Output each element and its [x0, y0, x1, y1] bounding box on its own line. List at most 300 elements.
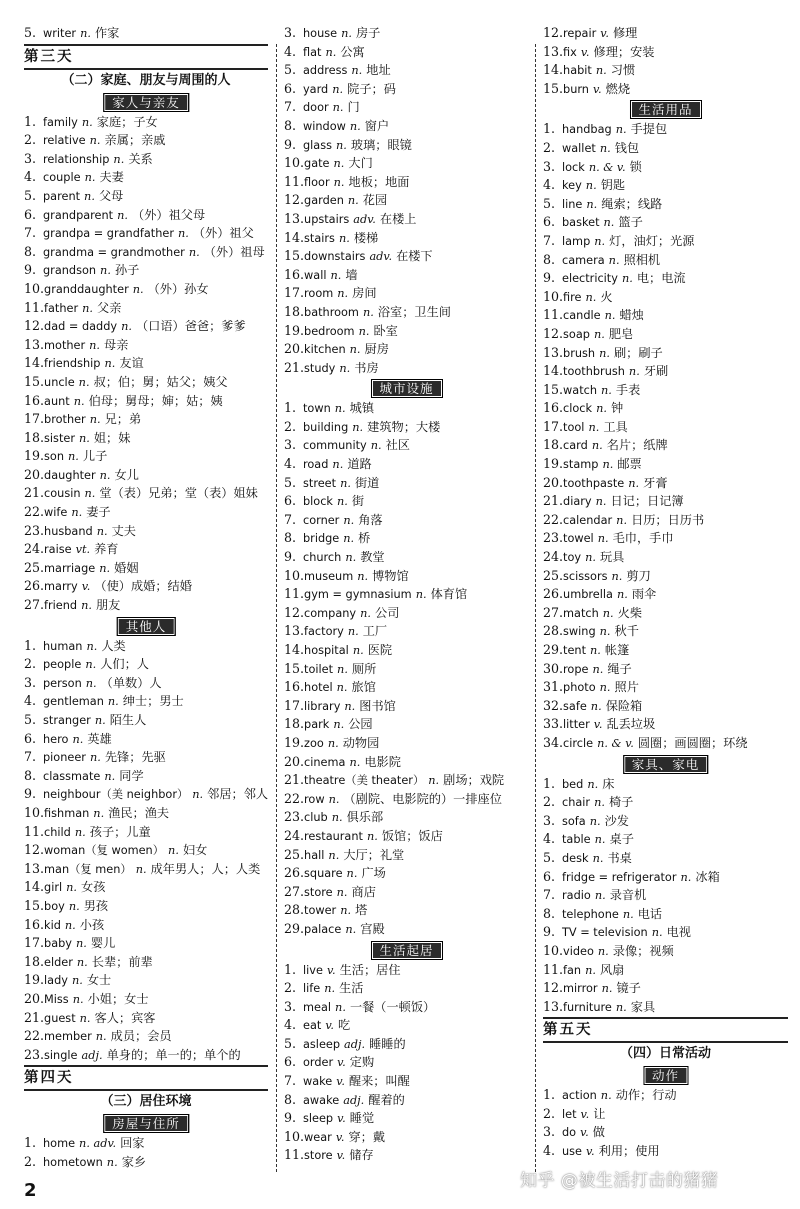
english-word: radio — [562, 889, 591, 903]
english-word: bathroom — [304, 305, 359, 319]
part-of-speech: n. — [66, 881, 78, 895]
chinese-meaning: 英雄 — [87, 731, 112, 746]
english-word: action — [562, 1089, 597, 1103]
entry-number: 13. — [284, 623, 305, 639]
part-of-speech: n. — [599, 346, 610, 360]
chinese-meaning: 睡睡的 — [369, 1036, 406, 1051]
entry-number: 20. — [24, 466, 45, 482]
entry-number: 30. — [543, 660, 564, 676]
entry-number: 7. — [284, 99, 297, 115]
vocab-entry — [543, 288, 788, 307]
english-word: fridge = refrigerator — [562, 870, 677, 884]
english-word: toy — [563, 551, 582, 565]
vocab-entry — [543, 1086, 788, 1105]
chinese-meaning: 卧室 — [373, 323, 398, 338]
english-word: garden — [304, 194, 344, 208]
english-word: man（复 men） — [44, 862, 132, 876]
chinese-meaning: 妇女 — [182, 843, 208, 858]
entry-number: 25. — [284, 846, 305, 862]
part-of-speech: n. adv. — [79, 1137, 117, 1151]
part-of-speech: adj. — [81, 1048, 103, 1062]
part-of-speech: n. — [333, 175, 345, 189]
entry-number: 6. — [284, 493, 297, 509]
vocab-entry — [543, 418, 788, 437]
entry-number: 11. — [543, 307, 564, 323]
part-of-speech: n. — [358, 324, 370, 338]
english-word: downstairs — [304, 250, 366, 264]
entry-number: 8. — [284, 117, 297, 133]
part-of-speech: n. — [86, 639, 98, 653]
chinese-meaning: 建筑物；大楼 — [367, 419, 441, 434]
english-word: store — [304, 1149, 333, 1163]
vocab-entry — [284, 1072, 529, 1091]
part-of-speech: n. — [601, 383, 612, 397]
vocab-entry — [284, 61, 529, 80]
chinese-meaning: 医院 — [367, 643, 393, 657]
vocab-entry — [284, 734, 529, 753]
chinese-meaning: 婴儿 — [90, 936, 116, 951]
entry-number: 9. — [543, 270, 556, 286]
category-label: 家人与亲友 — [103, 93, 189, 112]
english-word: stamp — [563, 458, 599, 472]
part-of-speech: n. — [132, 282, 144, 296]
vocab-entry — [543, 567, 788, 586]
chinese-meaning: 地址 — [366, 63, 391, 78]
part-of-speech: v. — [336, 1149, 346, 1163]
section-title: （二）家庭、朋友与周围的人 — [61, 72, 231, 88]
english-word: burn — [563, 82, 589, 96]
entry-number: 18. — [284, 716, 305, 732]
chinese-meaning: （外）祖母 — [203, 244, 265, 259]
english-word: floor — [304, 175, 330, 189]
part-of-speech: n. — [594, 234, 606, 248]
chinese-meaning: 体育馆 — [430, 587, 468, 602]
chinese-meaning: 风扇 — [600, 962, 625, 977]
chinese-meaning: 动作；行动 — [615, 1088, 677, 1103]
english-word: bedroom — [304, 324, 355, 338]
english-word: restaurant — [304, 829, 363, 843]
vocab-entry — [284, 322, 529, 341]
entry-number: 24. — [284, 827, 305, 843]
entry-number: 31. — [543, 679, 564, 695]
vocab-entry — [284, 901, 529, 920]
part-of-speech: n. — [602, 606, 614, 620]
vocab-entry — [24, 206, 268, 225]
entry-number: 14. — [24, 355, 45, 371]
part-of-speech: n. — [168, 844, 179, 858]
part-of-speech: n. — [594, 796, 605, 810]
english-word: street — [303, 476, 337, 490]
entry-number: 24. — [24, 541, 45, 557]
entry-number: 17. — [24, 411, 45, 427]
part-of-speech: n. — [585, 963, 596, 977]
page-number: 2 — [24, 1180, 37, 1201]
part-of-speech: n. — [73, 394, 85, 408]
vocab-entry — [284, 660, 529, 679]
part-of-speech: n. — [366, 829, 378, 843]
entry-number: 20. — [284, 753, 305, 769]
entry-number: 8. — [543, 251, 556, 267]
part-of-speech: v. — [325, 1019, 334, 1033]
chinese-meaning: 吃 — [337, 1018, 351, 1033]
chinese-meaning: 儿子 — [82, 449, 108, 464]
english-word: gentleman — [43, 695, 104, 709]
vocab-entry — [284, 210, 529, 229]
vocab-entry — [284, 846, 529, 865]
vocab-entry — [24, 637, 268, 656]
entry-number: 21. — [284, 772, 305, 788]
english-word: couple — [43, 171, 81, 185]
chinese-meaning: 沙发 — [604, 813, 629, 828]
entry-number: 18. — [24, 953, 45, 969]
vocab-entry — [284, 715, 529, 734]
chinese-meaning: 回家 — [120, 1136, 145, 1151]
entry-number: 8. — [543, 905, 556, 921]
part-of-speech: n. — [336, 681, 348, 695]
part-of-speech: n. — [347, 194, 359, 208]
english-word: let — [562, 1107, 577, 1121]
chinese-meaning: 醒着的 — [368, 1092, 405, 1107]
part-of-speech: n. — [352, 644, 364, 657]
chinese-meaning: 刷；刷子 — [613, 345, 663, 360]
chinese-meaning: 伯母；舅母；婶；姑；姨 — [88, 393, 223, 408]
english-word: glass — [303, 138, 333, 152]
entry-number: 16. — [284, 266, 305, 282]
category-header — [24, 1112, 268, 1134]
part-of-speech: n. — [585, 551, 596, 565]
english-word: meal — [303, 1000, 332, 1014]
chinese-meaning: 朋友 — [95, 598, 121, 613]
chinese-meaning: 日历；日历书 — [631, 512, 705, 527]
chinese-meaning: （外）祖父母 — [132, 207, 206, 222]
entry-number: 1. — [24, 637, 37, 653]
entry-number: 3. — [284, 25, 297, 40]
english-word: cinema — [304, 755, 346, 769]
english-word: study — [304, 361, 336, 375]
part-of-speech: n. — [595, 64, 607, 78]
vocab-entry — [24, 916, 268, 935]
english-word: library — [304, 699, 341, 713]
english-word: marriage — [44, 561, 96, 575]
vocab-entry — [24, 429, 268, 448]
english-word: granddaughter — [44, 282, 129, 296]
part-of-speech: n. — [325, 45, 337, 59]
chinese-meaning: 桌子 — [609, 832, 634, 847]
category-label: 房屋与住所 — [103, 1114, 189, 1133]
entry-number: 6. — [543, 214, 556, 230]
vocab-entry — [284, 604, 529, 623]
entry-number: 23. — [284, 809, 305, 825]
chinese-meaning: 玩具 — [599, 550, 625, 565]
english-word: marry — [44, 580, 78, 594]
chinese-meaning: 教堂 — [360, 550, 385, 565]
english-word: stairs — [304, 231, 335, 245]
vocab-entry — [543, 325, 788, 344]
vocab-entry — [543, 886, 788, 905]
entry-number: 27. — [284, 883, 305, 899]
part-of-speech: n. — [615, 123, 627, 137]
english-word: club — [304, 811, 328, 825]
english-word: mother — [44, 338, 86, 352]
chinese-meaning: 女儿 — [114, 467, 139, 482]
entry-number: 4. — [24, 169, 37, 185]
english-word: gate — [304, 157, 330, 171]
vocab-entry — [543, 139, 788, 158]
entry-number: 5. — [24, 25, 37, 40]
chinese-meaning: 人们；人 — [100, 657, 149, 672]
vocab-entry — [543, 942, 788, 961]
vocab-entry — [24, 261, 268, 280]
part-of-speech: n. — [601, 982, 613, 996]
chinese-meaning: 帐篷 — [604, 643, 630, 657]
part-of-speech: n. — [590, 644, 601, 657]
chinese-meaning: 锁 — [629, 159, 642, 174]
entry-number: 14. — [24, 879, 45, 895]
entry-number: 1. — [543, 121, 556, 137]
part-of-speech: v. — [592, 82, 602, 96]
part-of-speech: v. — [337, 1112, 346, 1126]
entry-number: 4. — [284, 456, 297, 472]
english-word: sofa — [562, 814, 586, 828]
part-of-speech: n. — [107, 695, 119, 709]
vocab-entry — [543, 306, 788, 325]
english-word: repair — [563, 27, 597, 40]
entry-number: 10. — [284, 1128, 305, 1144]
entry-number: 32. — [543, 697, 564, 713]
vocab-entry — [24, 823, 268, 842]
chinese-meaning: 人类 — [101, 638, 126, 653]
vocab-entry — [24, 392, 268, 411]
part-of-speech: v. — [593, 718, 603, 732]
chinese-meaning: 雨伞 — [631, 587, 657, 602]
part-of-speech: v. — [326, 963, 336, 977]
part-of-speech: n. — [331, 811, 343, 825]
watermark: 知乎 @被生活打击的猪猪 — [520, 1171, 719, 1191]
part-of-speech: n. — [78, 375, 90, 389]
entry-number: 1. — [543, 775, 556, 791]
vocab-entry — [24, 934, 268, 953]
entry-number: 2. — [24, 132, 37, 148]
category-label: 城市设施 — [370, 379, 442, 398]
vocab-entry — [543, 641, 788, 660]
english-word: relative — [43, 134, 86, 148]
part-of-speech: n. — [592, 851, 604, 865]
entry-number: 11. — [284, 586, 305, 602]
entry-number: 10. — [284, 567, 305, 583]
chinese-meaning: 兄；弟 — [104, 412, 142, 427]
vocab-entry — [543, 548, 788, 567]
vocab-entry — [24, 655, 268, 674]
entry-number: 16. — [24, 392, 45, 408]
entry-number: 26. — [543, 586, 564, 602]
chinese-meaning: 厨房 — [364, 342, 389, 357]
part-of-speech: n. — [351, 64, 363, 78]
entry-number: 20. — [543, 474, 564, 490]
chinese-meaning: 篮子 — [618, 215, 643, 230]
part-of-speech: n. — [349, 119, 361, 133]
entry-number: 2. — [543, 139, 556, 155]
part-of-speech: n. — [621, 272, 633, 286]
chinese-meaning: 生活；居住 — [339, 962, 401, 977]
category-label: 生活用品 — [629, 100, 701, 119]
chinese-meaning: 牙膏 — [643, 475, 668, 490]
entry-number: 13. — [284, 210, 305, 226]
english-word: clock — [563, 402, 593, 416]
entry-number: 28. — [284, 902, 305, 918]
part-of-speech: n. — [335, 1000, 346, 1014]
vocab-entry — [284, 247, 529, 266]
english-word: elder — [44, 955, 73, 969]
vocab-entry — [543, 1142, 788, 1161]
part-of-speech: n. — [588, 420, 600, 434]
chinese-meaning: 工具 — [603, 419, 628, 434]
part-of-speech: n. — [89, 413, 101, 427]
part-of-speech: n. — [594, 889, 606, 903]
entry-number: 19. — [284, 322, 305, 338]
vocab-entry — [24, 540, 268, 559]
english-word: umbrella — [563, 588, 613, 602]
section-title: （三）居住环境 — [100, 1094, 192, 1110]
chinese-meaning: 丈夫 — [111, 523, 136, 538]
vocab-entry — [24, 113, 268, 132]
entry-number: 4. — [543, 831, 556, 847]
category-label: 家具、家电 — [623, 755, 709, 774]
part-of-speech: n. — [71, 506, 83, 520]
english-word: stranger — [43, 714, 91, 727]
vocab-entry — [543, 715, 788, 734]
category-header — [543, 753, 788, 775]
english-word: wall — [304, 268, 327, 282]
entry-number: 16. — [24, 916, 45, 932]
english-word: eat — [303, 1019, 322, 1033]
entry-number: 11. — [24, 823, 45, 839]
chinese-meaning: 孩子；儿童 — [89, 824, 151, 839]
chinese-meaning: 塔 — [355, 903, 368, 918]
part-of-speech: n. — [340, 904, 352, 918]
chinese-meaning: 小孩 — [79, 917, 105, 932]
english-word: do — [562, 1126, 577, 1140]
entry-number: 15. — [24, 373, 45, 389]
vocab-entry — [543, 793, 788, 812]
chinese-meaning: 家庭；子女 — [96, 114, 158, 129]
part-of-speech: n. — [68, 899, 80, 913]
english-word: line — [562, 197, 583, 211]
part-of-speech: v. — [81, 580, 91, 594]
english-word: fix — [563, 45, 577, 59]
english-word: museum — [304, 569, 354, 583]
chinese-meaning: 电影院 — [364, 754, 401, 769]
vocab-entry — [284, 1109, 529, 1128]
entry-number: 4. — [543, 1143, 556, 1159]
english-word: card — [563, 439, 588, 453]
chinese-meaning: 邻居；邻人 — [207, 787, 268, 802]
entry-number: 5. — [24, 187, 37, 203]
vocab-entry — [24, 280, 268, 299]
english-word: use — [562, 1145, 582, 1159]
english-word: member — [44, 1030, 92, 1044]
english-word: tool — [563, 420, 585, 434]
english-word: swing — [563, 625, 596, 639]
english-word: relationship — [43, 152, 110, 166]
part-of-speech: n. — [135, 862, 147, 876]
english-word: square — [304, 867, 343, 881]
part-of-speech: n. — [327, 736, 339, 750]
part-of-speech: n. — [595, 495, 607, 509]
entry-number: 7. — [24, 225, 37, 241]
part-of-speech: n. — [332, 458, 344, 472]
entry-number: 14. — [543, 62, 564, 78]
entry-number: 13. — [24, 860, 45, 876]
chinese-meaning: 公园 — [348, 717, 373, 732]
part-of-speech: n. — [121, 320, 132, 334]
vocab-entry — [543, 120, 788, 139]
entry-number: 9. — [284, 136, 297, 152]
entry-number: 13. — [543, 998, 564, 1014]
part-of-speech: n. — [106, 1155, 118, 1169]
english-word: window — [303, 119, 346, 133]
entry-number: 18. — [543, 437, 564, 453]
vocab-entry — [543, 399, 788, 418]
part-of-speech: n. — [76, 937, 87, 951]
part-of-speech: n. — [602, 458, 614, 472]
chinese-meaning: 录音机 — [609, 888, 647, 903]
english-word: friendship — [44, 357, 101, 371]
column-divider — [276, 44, 277, 1172]
english-word: lamp — [562, 234, 591, 248]
chinese-meaning: 宫殿 — [360, 921, 385, 936]
vocab-entry — [24, 711, 268, 730]
entry-number: 6. — [284, 80, 297, 96]
vocab-entry — [284, 920, 529, 939]
vocab-entry — [543, 492, 788, 511]
english-word: lock — [562, 160, 585, 174]
part-of-speech: adj. — [344, 1037, 366, 1051]
entry-number: 2. — [284, 418, 297, 434]
part-of-speech: n. — [349, 755, 361, 769]
english-word: road — [303, 458, 329, 472]
english-word: house — [303, 27, 338, 40]
part-of-speech: n. — [590, 699, 602, 713]
entry-number: 16. — [284, 679, 305, 695]
vocab-entry — [284, 979, 529, 998]
chinese-meaning: 剧场；戏院 — [443, 773, 505, 788]
part-of-speech: n. — [100, 264, 111, 278]
entry-number: 3. — [543, 1124, 556, 1140]
vocab-entry — [24, 354, 268, 373]
english-word: camera — [562, 253, 605, 267]
vocab-entry — [24, 878, 268, 897]
chinese-meaning: （使）成婚；结婚 — [94, 579, 192, 594]
vocab-entry — [24, 503, 268, 522]
english-word: father — [44, 301, 79, 315]
chinese-meaning: 动物园 — [342, 735, 380, 750]
entry-number: 27. — [543, 604, 564, 620]
entry-number: 15. — [284, 660, 305, 676]
column-3 — [543, 24, 788, 1161]
english-word: flat — [303, 45, 322, 59]
part-of-speech: n. — [84, 189, 95, 203]
vocab-entry — [24, 1009, 268, 1028]
english-word: single — [44, 1048, 78, 1062]
entry-number: 11. — [284, 1147, 305, 1163]
part-of-speech: n. — [334, 402, 346, 416]
chinese-meaning: 桥 — [358, 531, 371, 546]
vocab-entry — [24, 150, 268, 169]
vocab-entry — [24, 1027, 268, 1046]
part-of-speech: n. — [330, 268, 342, 282]
chinese-meaning: 家具 — [630, 999, 656, 1014]
column-1 — [24, 24, 268, 1171]
